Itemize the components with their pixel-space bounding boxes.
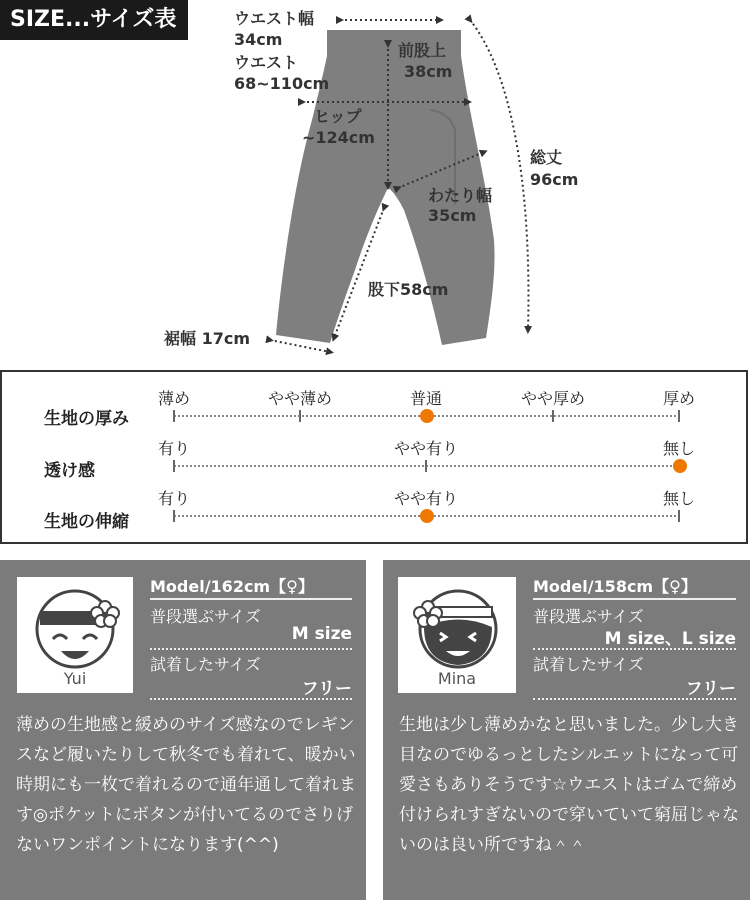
- scale-tick: [678, 510, 680, 522]
- scale-line: [174, 465, 680, 467]
- hem-width-label: 裾幅 17cm: [164, 329, 250, 348]
- fabric-scale-panel: [0, 370, 748, 544]
- hip-value: ~124cm: [302, 128, 375, 147]
- model-comment-mina: 生地は少し薄めかなと思いました。少し大き目なのでゆるっとしたシルエットになって可愛さもありそうです☆ウエストはゴムで締め付けられすぎないので穿いていて窮屈じゃないのは良い所ですね＾＾: [399, 715, 739, 855]
- waist-width-label: ウエスト幅: [234, 9, 315, 28]
- divider-dotted: [150, 648, 352, 650]
- tried-size-value: フリー: [685, 679, 736, 699]
- divider-line: [533, 598, 736, 600]
- scale-tick: [552, 410, 554, 422]
- size-chart-tag: SIZE...サイズ表: [0, 0, 188, 40]
- divider-dotted: [150, 698, 352, 700]
- scale-tick-label: 無し: [662, 489, 696, 508]
- usual-size-label: 普段選ぶサイズ: [533, 607, 644, 626]
- avatar-name-mina: Mina: [437, 669, 477, 688]
- scale-tick: [173, 410, 175, 422]
- scale-label-transparency: 透け感: [44, 461, 95, 481]
- scale-marker-thickness: [420, 409, 434, 423]
- scale-tick-label: 有り: [157, 489, 191, 508]
- scale-marker-stretch: [420, 509, 434, 523]
- scale-marker-transparency: [673, 459, 687, 473]
- usual-size-value: M size: [291, 624, 352, 644]
- model-card-yui: [0, 560, 366, 900]
- scale-label-stretch: 生地の伸縮: [44, 512, 129, 532]
- waist-width-value: 34cm: [234, 30, 283, 49]
- scale-tick-label: やや有り: [393, 489, 459, 508]
- avatar-yui: [17, 577, 133, 693]
- avatar-mina: [398, 577, 516, 693]
- tried-size-label: 試着したサイズ: [533, 655, 644, 674]
- scale-tick-label: 薄め: [157, 389, 191, 408]
- model-card-mina: [383, 560, 750, 900]
- divider-dotted: [533, 698, 736, 700]
- total-length-value: 96cm: [530, 170, 579, 189]
- scale-tick: [299, 410, 301, 422]
- front-rise-label: 前股上: [398, 41, 447, 60]
- waist-value: 68~110cm: [234, 74, 330, 93]
- usual-size-label: 普段選ぶサイズ: [150, 607, 261, 626]
- scale-tick: [173, 510, 175, 522]
- scale-tick-label: 無し: [662, 439, 696, 458]
- scale-tick: [425, 460, 427, 472]
- model-info-yui: Model/162cm【♀】: [150, 577, 314, 596]
- scale-tick-label: 有り: [157, 439, 191, 458]
- scale-tick-label: やや厚め: [520, 389, 586, 408]
- scale-tick-label: やや有り: [393, 439, 459, 458]
- thigh-width-value: 35cm: [428, 206, 477, 225]
- model-comment-yui: 薄めの生地感と緩めのサイズ感なのでレギンスなど履いたりして秋冬でも着れて、暖かい時期にも一枚で着れるので通年通して着れます◎ポケットにボタンが付いてるのでさりげないワンポイントになります(^^): [16, 715, 356, 855]
- divider-dotted: [533, 648, 736, 650]
- total-length-label: 総丈: [530, 148, 563, 167]
- avatar-name-yui: Yui: [63, 669, 87, 688]
- hip-label: ヒップ: [314, 107, 362, 126]
- hem-width-line: [270, 340, 330, 352]
- scale-tick-label: 厚め: [662, 389, 696, 408]
- usual-size-value: M size、L size: [604, 629, 736, 649]
- tried-size-value: フリー: [301, 679, 352, 699]
- scale-tick: [678, 410, 680, 422]
- scale-tick-label: やや薄め: [267, 389, 333, 408]
- tried-size-label: 試着したサイズ: [150, 655, 261, 674]
- model-info-mina: Model/158cm【♀】: [533, 577, 697, 596]
- waist-label: ウエスト: [234, 53, 299, 72]
- front-rise-value: 38cm: [404, 62, 453, 81]
- scale-label-thickness: 生地の厚み: [44, 409, 129, 429]
- pants-diagram: [0, 0, 750, 370]
- inseam-label: 股下58cm: [368, 280, 449, 299]
- scale-tick: [173, 460, 175, 472]
- thigh-width-label: わたり幅: [428, 186, 493, 205]
- scale-tick-label: 普通: [409, 389, 443, 408]
- divider-line: [150, 598, 352, 600]
